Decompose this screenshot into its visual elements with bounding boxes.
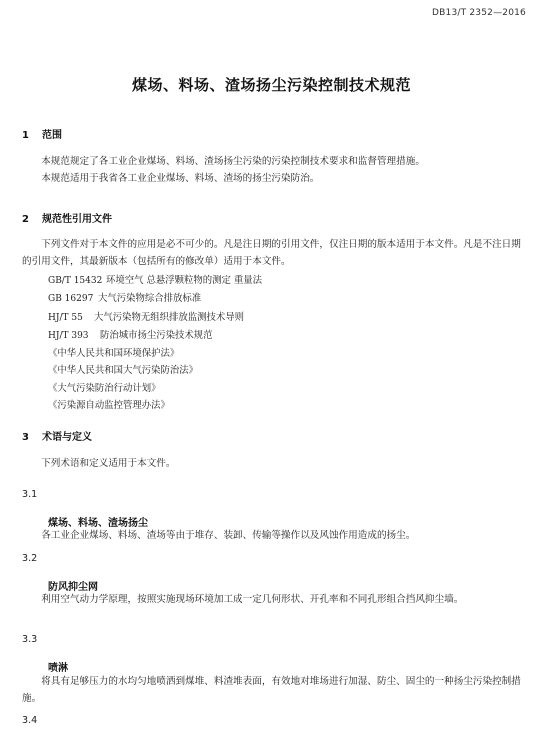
reference-code: GB/T 15432 — [48, 276, 103, 286]
term-number: 3.1 — [22, 489, 38, 500]
term-number: 3.3 — [22, 634, 38, 645]
paragraph: 下列术语和定义适用于本文件。 — [41, 458, 176, 469]
term-name: 防风抑尘网 — [48, 582, 98, 593]
reference-title: 《中华人民共和国环境保护法》 — [48, 348, 180, 360]
reference-item — [48, 272, 262, 290]
doc-number: DB13/T 2352—2016 — [432, 8, 526, 18]
term-name: 喷淋 — [48, 663, 68, 674]
paragraph: 下列文件对于本文件的应用是必不可少的。凡是注日期的引用文件，仅注日期的版本适用于本文件。凡是不注日期的引用文件，其最新版本（包括所有的修改单）适用于本文件。 — [22, 239, 521, 268]
reference-item — [48, 327, 262, 345]
section-number: 2 — [22, 214, 29, 225]
section-body-scope — [22, 153, 523, 188]
section-number: 1 — [22, 130, 29, 141]
section-heading-scope — [22, 126, 62, 141]
reference-code: HJ/T 393 — [48, 330, 89, 341]
term-name: 煤场、料场、渣场扬尘 — [48, 518, 148, 529]
paragraph: 本规范适用于我省各工业企业煤场、料场、渣场的扬尘污染防治。 — [41, 173, 320, 185]
paragraph: 将具有足够压力的水均匀地喷洒到煤堆、料渣堆表面，有效地对堆场进行加湿、防尘、固尘的一种扬尘污染控制措施。 — [22, 676, 521, 705]
section-title: 规范性引用文件 — [42, 214, 112, 225]
paragraph: 利用空气动力学原理，按照实施现场环境加工成一定几何形状、开孔率和不同孔形组合挡风抑尘墙。 — [41, 594, 464, 605]
reference-item — [48, 362, 262, 379]
term-number: 3.4 — [22, 715, 38, 726]
reference-title: 大气污染物无组织排放监测技术导则 — [94, 311, 245, 323]
section-heading-terms-definitions — [22, 428, 92, 443]
reference-title: 《污染源自动监控管理办法》 — [48, 400, 170, 412]
reference-item — [48, 309, 262, 327]
reference-code: GB 16297 — [48, 294, 94, 305]
section-body-references-intro — [22, 236, 523, 271]
reference-title: 《中华人民共和国大气污染防治法》 — [48, 365, 199, 377]
reference-item — [48, 290, 262, 308]
page-title: 煤场、料场、渣场扬尘污染控制技术规范 — [131, 76, 411, 94]
term-number: 3.2 — [22, 553, 38, 564]
term-definition — [22, 527, 523, 544]
reference-title: 防治城市扬尘污染技术规范 — [100, 329, 213, 341]
reference-item — [48, 345, 262, 362]
term-definition — [22, 673, 523, 708]
section-body-terms-intro — [22, 455, 523, 472]
section-title: 范围 — [42, 130, 62, 141]
reference-item — [48, 397, 262, 414]
reference-list — [48, 272, 262, 414]
term-definition — [22, 591, 523, 608]
reference-item — [48, 380, 262, 397]
reference-title: 环境空气 总悬浮颗粒物的测定 重量法 — [106, 275, 262, 286]
reference-title: 大气污染物综合排放标准 — [98, 293, 202, 305]
section-title: 术语与定义 — [42, 432, 92, 443]
section-number: 3 — [22, 432, 29, 443]
reference-title: 《大气污染防治行动计划》 — [48, 382, 161, 394]
paragraph: 各工业企业煤场、料场、渣场等由于堆存、装卸、传输等操作以及风蚀作用造成的扬尘。 — [41, 530, 416, 541]
paragraph: 本规范规定了各工业企业煤场、料场、渣场扬尘污染的污染控制技术要求和监督管理措施。 — [41, 156, 425, 167]
reference-code: HJ/T 55 — [48, 312, 83, 323]
section-heading-normative-references — [22, 210, 112, 225]
